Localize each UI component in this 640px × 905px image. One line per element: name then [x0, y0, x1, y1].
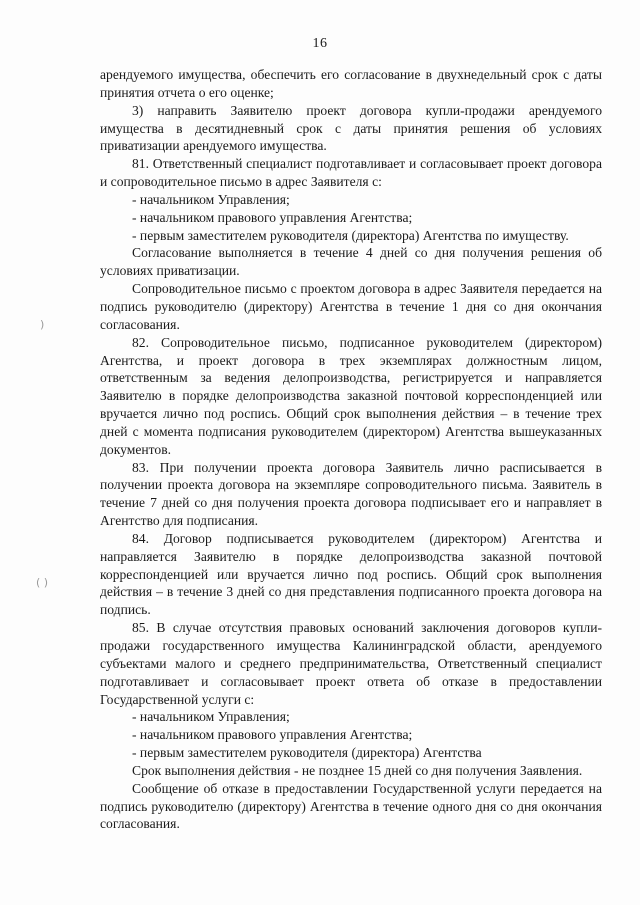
page-number: 16 — [312, 36, 328, 51]
paragraph: 3) направить Заявителю проект договора купли-продажи арендуемого имущества в десятидневный срок с даты принятия решения об условиях приватизации арендуемого имущества. — [100, 102, 602, 154]
list-item: - начальником правового управления Агентства; — [132, 727, 413, 743]
paragraph: 84. Договор подписывается руководителем (директором) Агентства и направляется Заявителю в порядке делопроизводства заказной почтовой корреспонденцией или вручается лично под роспись. Общий срок выполнения действия – в течение 3 дней со дня представления подписанного проекта договора на подпись. — [100, 530, 602, 618]
list-item: - начальником правового управления Агентства; — [132, 209, 413, 225]
paragraph: Согласование выполняется в течение 4 дней со дня получения решения об условиях приватизации. — [100, 245, 602, 279]
paragraph: 85. В случае отсутствия правовых оснований заключения договоров купли-продажи государственного имущества Калининградской области, арендуемого субъектами малого и среднего предпринимательства, Ответственный специалист подготавливает и согласовывает проект ответа об отказе в предоставлении Государственной услуги с: — [100, 620, 602, 707]
paragraph: Сообщение об отказе в предоставлении Государственной услуги передается на подпись руководителю (директору) Агентства в течение одного дня со дня окончания согласования. — [100, 780, 602, 832]
paragraph: Срок выполнения действия - не позднее 15 дней со дня получения Заявления. — [132, 762, 583, 778]
scan-artifact: ) — [40, 318, 45, 331]
paragraph: арендуемого имущества, обеспечить его согласование в двухнедельный срок с даты принятия отчета о его оценке; — [100, 67, 602, 100]
paragraph: Сопроводительное письмо с проектом договора в адрес Заявителя передается на подпись руководителю (директору) Агентства в течение 1 дня со дня окончания согласования. — [100, 281, 602, 332]
document-body — [100, 66, 602, 833]
scan-artifact: ( ) — [36, 576, 49, 589]
list-item: - первым заместителем руководителя (директора) Агентства по имуществу. — [132, 227, 569, 243]
paragraph: 82. Сопроводительное письмо, подписанное руководителем (директором) Агентства, и проект договора в трех экземплярах должностным лицом, ответственным за ведения делопроизводства, регистрируется и направляется Заявителю в порядке делопроизводства заказной почтовой корреспонденцией или вручается лично под роспись. Общий срок выполнения действия – в течение трех дней с момента подписания руководителем (директором) Агентства вышеуказанных документов. — [100, 334, 602, 457]
paragraph: 81. Ответственный специалист подготавливает и согласовывает проект договора и сопроводительное письмо в адрес Заявителя с: — [100, 156, 602, 190]
list-item: - начальником Управления; — [132, 709, 290, 725]
list-item: - начальником Управления; — [132, 191, 290, 207]
paragraph: 83. При получении проекта договора Заявитель лично расписывается в получении проекта договора на экземпляре сопроводительного письма. Заявитель в течение 7 дней со дня получения проекта договора подписывает его и направляет в Агентство для подписания. — [100, 459, 602, 529]
list-item: - первым заместителем руководителя (директора) Агентства — [132, 745, 482, 761]
